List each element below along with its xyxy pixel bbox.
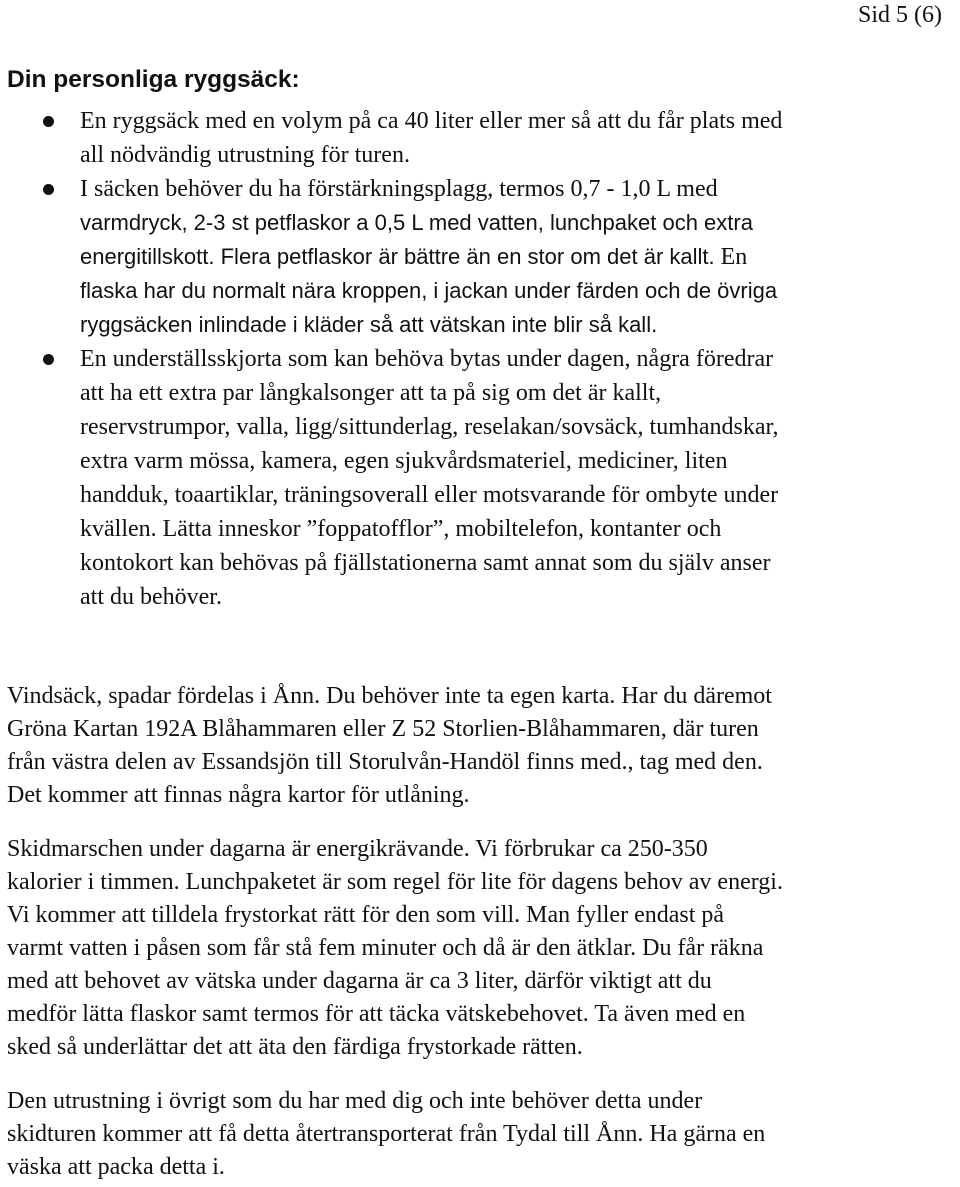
bullet-item-clothing [0,342,950,614]
bullet-icon [43,116,54,127]
bullet-text-segment: att ha ett extra par långkalsonger att ta på sig om det är kallt, [80,380,662,406]
bullet-line [80,546,950,580]
bullet-line [80,274,950,308]
bullet-text-segment: att du behöver. [80,584,222,610]
bullet-text-segment: En [714,244,748,270]
paragraph-line: sked så underlättar det att äta den färdiga frystorkade rätten. [7,1034,583,1060]
bullet-icon [43,184,54,195]
paragraph-line: med att behovet av vätska under dagarna är ca 3 liter, därför viktigt att du [7,968,712,994]
paragraph-line: Vi kommer att tilldela frystorkat rätt för den som vill. Man fyller endast på [7,902,725,928]
bullet-text-segment: En ryggsäck med en volym på ca 40 liter eller mer så att du får plats med [80,108,783,134]
bullet-line [80,138,950,172]
packing-bullet-list [0,104,960,614]
paragraph-line: skidturen kommer att få detta återtransporterat från Tydal till Ånn. Ha gärna en [7,1121,766,1147]
bullet-text-segment: varmdryck, 2-3 st petflaskor a 0,5 L med vatten, lunchpaket och extra [80,210,753,235]
bullet-text-segment: extra varm mössa, kamera, egen sjukvårdsmateriel, mediciner, liten [80,448,728,474]
bullet-line [80,512,950,546]
bullet-text-segment: En underställsskjorta som kan behöva bytas under dagen, några föredrar [80,346,774,372]
bullet-line [80,240,950,274]
paragraph-line: Det kommer att finnas några kartor för utlåning. [7,782,470,808]
bullet-line [80,580,950,614]
section-heading: Din personliga ryggsäck: [7,66,300,93]
bullet-line [80,444,950,478]
paragraph-return-transport [7,1085,957,1184]
bullet-line [80,308,950,342]
bullet-text-segment: flaska har du normalt nära kroppen, i jackan under färden och de övriga [80,278,778,303]
bullet-text-segment: all nödvändig utrustning för turen. [80,142,410,168]
bullet-line [80,206,950,240]
bullet-text-segment: handduk, toaartiklar, träningsoverall eller motsvarande för ombyte under [80,482,779,508]
bullet-line [80,376,950,410]
paragraph-line: Skidmarschen under dagarna är energikrävande. Vi förbrukar ca 250-350 [7,836,708,862]
paragraph-line: Vindsäck, spadar fördelas i Ånn. Du behöver inte ta egen karta. Har du däremot [7,683,772,709]
paragraph-line: Gröna Kartan 192A Blåhammaren eller Z 52 Storlien-Blåhammaren, där turen [7,716,759,742]
bullet-line [80,342,950,376]
bullet-line [80,172,950,206]
paragraph-line: medför lätta flaskor samt termos för att täcka vätskebehovet. Ta även med en [7,1001,746,1027]
bullet-icon [43,354,54,365]
bullet-text-segment: I säcken behöver du ha förstärkningsplagg, termos 0,7 - 1,0 L med [80,176,718,202]
bullet-text-segment: reservstrumpor, valla, ligg/sittunderlag, reselakan/sovsäck, tumhandskar, [80,414,779,440]
paragraph-line: Den utrustning i övrigt som du har med dig och inte behöver detta under [7,1088,703,1114]
paragraph-equipment-maps [7,680,957,812]
bullet-item-backpack [0,104,950,172]
bullet-line [80,104,950,138]
paragraph-line: väska att packa detta i. [7,1154,225,1180]
bullet-line [80,478,950,512]
bullet-text-segment: kvällen. Lätta inneskor ”foppatofflor”, mobiltelefon, kontanter och [80,516,722,542]
page-number: Sid 5 (6) [858,2,942,28]
bullet-text-segment: ryggsäcken inlindade i kläder så att vätskan inte blir så kall. [80,312,658,337]
paragraph-line: från västra delen av Essandsjön till Storulvån-Handöl finns med., tag med den. [7,749,763,775]
paragraph-line: varmt vatten i påsen som får stå fem minuter och då är den ätklar. Du får räkna [7,935,764,961]
bullet-text-segment: energitillskott. Flera petflaskor är bättre än en stor om det är kallt. [80,244,715,269]
bullet-item-contents [0,172,950,342]
paragraph-line: kalorier i timmen. Lunchpaketet är som regel för lite för dagens behov av energi. [7,869,783,895]
bullet-line [80,410,950,444]
bullet-text-segment: kontokort kan behövas på fjällstationerna samt annat som du själv anser [80,550,771,576]
paragraph-energy-food [7,833,957,1064]
